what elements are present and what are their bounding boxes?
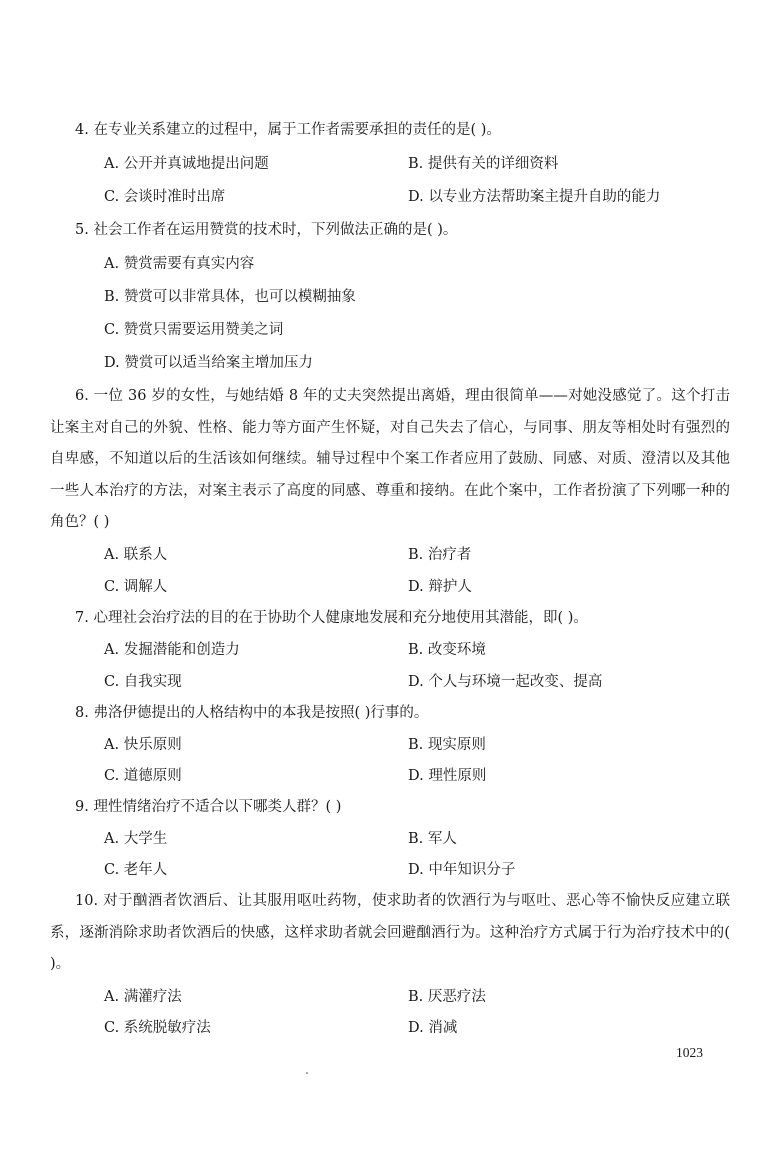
question-5: 5. 社会工作者在运用赞赏的技术时，下列做法正确的是( )。 xyxy=(75,222,458,238)
question-9: 9. 理性情绪治疗不适合以下哪类人群？( ) xyxy=(75,799,342,815)
question-8-option-a: A. 快乐原则 xyxy=(104,737,182,753)
question-10-option-c: C. 系统脱敏疗法 xyxy=(104,1020,211,1036)
question-8-option-b: B. 现实原则 xyxy=(408,737,486,753)
question-4-option-c: C. 会谈时准时出席 xyxy=(104,189,226,205)
question-4-option-a: A. 公开并真诚地提出问题 xyxy=(104,156,269,172)
question-7-option-a: A. 发掘潜能和创造力 xyxy=(104,642,240,658)
question-6-option-c: C. 调解人 xyxy=(104,579,168,595)
question-7-option-c: C. 自我实现 xyxy=(104,674,182,690)
question-10-option-b: B. 厌恶疗法 xyxy=(408,989,486,1005)
question-6: 6. 一位 36 岁的女性，与她结婚 8 年的丈夫突然提出离婚，理由很简单——对她没感觉了。这个打击让案主对自己的外貌、性格、能力等方面产生怀疑，对自己失去了信心，与同事、朋友等相处时有强烈的自卑感，不知道以后的生活该如何继续。辅导过程中个案工作者应用了鼓励、同感、对质、澄清以及其他一些人本治疗的方法，对案主表示了高度的同感、尊重和接纳。在此个案中，工作者扮演了下列哪一种的角色？( ) xyxy=(50,388,730,530)
question-5-option-a: A. 赞赏需要有真实内容 xyxy=(104,256,255,272)
question-6-option-a: A. 联系人 xyxy=(104,547,168,563)
question-5-option-c: C. 赞赏只需要运用赞美之词 xyxy=(104,322,284,338)
question-10-option-a: A. 满灌疗法 xyxy=(104,989,182,1005)
question-6-option-b: B. 治疗者 xyxy=(408,547,472,563)
question-9-option-d: D. 中年知识分子 xyxy=(408,862,516,878)
question-4: 4. 在专业关系建立的过程中，属于工作者需要承担的责任的是( )。 xyxy=(75,122,501,138)
scan-speck xyxy=(306,1072,308,1074)
question-10: 10. 对于酗酒者饮酒后、让其服用呕吐药物，使求助者的饮酒行为与呕吐、恶心等不愉快反应建立联系，逐渐消除求助者饮酒后的快感，这样求助者就会回避酗酒行为。这种治疗方式属于行为治疗技术中的( )。 xyxy=(50,893,730,972)
question-8-option-c: C. 道德原则 xyxy=(104,768,182,784)
question-4-option-b: B. 提供有关的详细资料 xyxy=(408,156,559,172)
question-9-option-c: C. 老年人 xyxy=(104,862,168,878)
question-7: 7. 心理社会治疗法的目的在于协助个人健康地发展和充分地使用其潜能，即( )。 xyxy=(75,610,588,626)
question-4-option-d: D. 以专业方法帮助案主提升自助的能力 xyxy=(408,189,661,205)
question-9-option-a: A. 大学生 xyxy=(104,831,168,847)
question-7-option-b: B. 改变环境 xyxy=(408,642,486,658)
question-5-option-b: B. 赞赏可以非常具体，也可以模糊抽象 xyxy=(104,289,356,305)
page-number: 1023 xyxy=(676,1045,703,1060)
question-6-option-d: D. 辩护人 xyxy=(408,579,472,595)
question-10-option-d: D. 消减 xyxy=(408,1020,458,1036)
question-7-option-d: D. 个人与环境一起改变、提高 xyxy=(408,674,603,690)
question-5-option-d: D. 赞赏可以适当给案主增加压力 xyxy=(104,355,313,371)
question-8: 8. 弗洛伊德提出的人格结构中的本我是按照( )行事的。 xyxy=(75,705,429,721)
question-9-option-b: B. 军人 xyxy=(408,831,457,847)
question-8-option-d: D. 理性原则 xyxy=(408,768,487,784)
